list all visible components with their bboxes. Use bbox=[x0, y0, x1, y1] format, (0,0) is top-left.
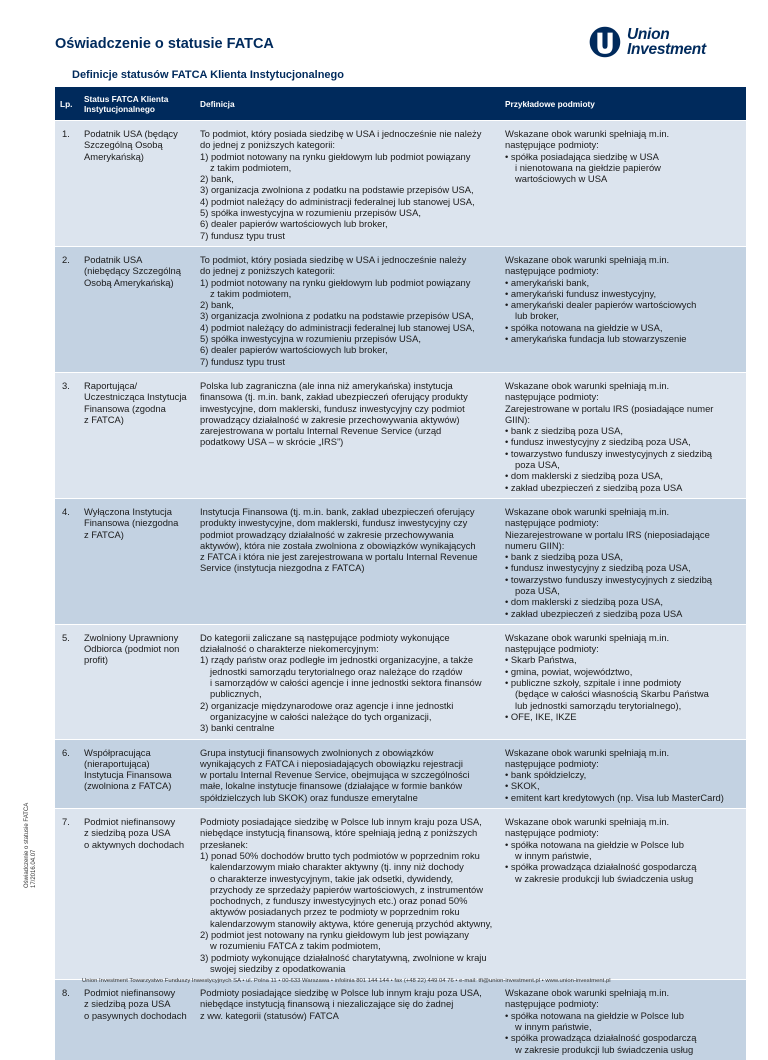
examples-line: Wskazane obok warunki spełniają m.in. bbox=[505, 505, 670, 517]
examples-line: • SKOK, bbox=[505, 780, 540, 792]
cell-definition bbox=[195, 121, 500, 247]
examples-line: wartościowych w USA bbox=[515, 173, 608, 185]
status-line: z FATCA) bbox=[84, 413, 124, 425]
examples-line: • spółka prowadząca działalność gospodarczą bbox=[505, 861, 697, 873]
examples-line: lub jednostki samorządu terytorialnego), bbox=[515, 699, 682, 711]
cell-examples bbox=[500, 624, 746, 739]
examples-line: i nienotowana na giełdzie papierów bbox=[515, 161, 661, 173]
cell-status bbox=[79, 739, 195, 808]
definition-line: spółdzielczych lub SKOK) oraz fundusze emerytalne bbox=[200, 791, 418, 803]
cell-examples bbox=[500, 739, 746, 808]
examples-line: • dom maklerski z siedzibą poza USA, bbox=[505, 470, 664, 482]
cell-definition bbox=[195, 809, 500, 980]
table-row bbox=[55, 739, 746, 808]
definition-line: To podmiot, który posiada siedzibę w USA i jednocześnie nie należy bbox=[200, 128, 482, 139]
definition-line: z FATCA i która nie jest zarejestrowana w portalu Internal Revenue bbox=[200, 551, 478, 563]
definition-line: 3) organizacja zwolniona z podatku na podstawie przepisów USA, bbox=[200, 310, 474, 322]
status-line: z siedzibą poza USA bbox=[84, 998, 171, 1010]
examples-line: • spółka notowana na giełdzie w Polsce lub bbox=[505, 1009, 684, 1021]
status-line: o aktywnych dochodach bbox=[84, 838, 185, 850]
definition-line: 5) spółka inwestycyjna w rozumieniu przepisów USA, bbox=[200, 333, 421, 345]
examples-line: • amerykański dealer papierów wartościowych bbox=[505, 299, 697, 311]
examples-line: Wskazane obok warunki spełniają m.in. bbox=[505, 631, 670, 643]
definition-line: Do kategorii zaliczane są następujące podmioty wykonujące bbox=[200, 631, 450, 643]
footer-contact: Union Investment Towarzystwo Funduszy Inwestycyjnych SA • ul. Polna 11 • 00-633 Warszawa • infolinia 801 144 144 • fax (+48 22) 449 04 76 • e-mail: tfi@union-investment.pl • www.union-investment.pl bbox=[82, 978, 611, 984]
row-number: 7. bbox=[55, 809, 79, 980]
examples-line: • dom maklerski z siedzibą poza USA, bbox=[505, 596, 664, 608]
definition-line: 1) podmiot notowany na rynku giełdowym lub podmiot powiązany bbox=[200, 276, 471, 288]
examples-line: Wskazane obok warunki spełniają m.in. bbox=[505, 253, 670, 265]
examples-line: • towarzystwo funduszy inwestycyjnych z siedzibą bbox=[505, 573, 713, 585]
examples-line: lub broker, bbox=[515, 310, 559, 322]
definition-line: podmiot prowadzący działalność w zakresie przechowywania bbox=[200, 528, 454, 540]
status-line: Odbiorca (podmiot non bbox=[84, 643, 180, 655]
definition-line: 3) podmioty wykonujące działalność charytatywną, zwolnione w kraju bbox=[200, 951, 487, 963]
examples-line: • publiczne szkoły, szpitale i inne podmioty bbox=[505, 677, 682, 689]
status-line: (nieraportująca) bbox=[84, 757, 150, 769]
status-line: Raportująca/ bbox=[84, 379, 138, 391]
logo-text bbox=[627, 27, 706, 57]
logo-line1: Union bbox=[627, 26, 670, 43]
cell-definition bbox=[195, 372, 500, 498]
cell-status bbox=[79, 809, 195, 980]
status-line: Podatnik USA (będący bbox=[84, 128, 178, 139]
examples-line: • bank z siedzibą poza USA, bbox=[505, 551, 623, 563]
cell-definition bbox=[195, 739, 500, 808]
cell-examples bbox=[500, 121, 746, 247]
definition-line: z ww. kategorii (statusów) FATCA bbox=[200, 1009, 339, 1021]
definition-line: Service (instytucja niezgodna z FATCA) bbox=[200, 562, 365, 574]
status-line: Podmiot niefinansowy bbox=[84, 816, 176, 828]
examples-line: następujące podmioty: bbox=[505, 998, 599, 1010]
definition-line: w portalu Internal Revenue Service, obejmująca w szczególności bbox=[200, 769, 470, 781]
side-line1: Oświadczenie o statusie FATCA bbox=[24, 802, 30, 888]
definition-line: kalendarzowym stanowiły aktywa, które generują przychód aktywny, bbox=[210, 917, 493, 929]
page-title: Oświadczenie o statusie FATCA bbox=[55, 36, 274, 52]
side-line2: 17/2016.04.07 bbox=[31, 849, 37, 888]
logo-line2: Investment bbox=[627, 41, 706, 58]
definition-line: i samorządów w całości agencje i inne jednostki sektora finansów bbox=[210, 677, 482, 689]
header-status: Status FATCA Klienta Instytucjonalnego bbox=[79, 87, 195, 121]
cell-examples bbox=[500, 246, 746, 372]
table-row bbox=[55, 809, 746, 980]
row-number: 4. bbox=[55, 498, 79, 624]
examples-line: • bank z siedzibą poza USA, bbox=[505, 425, 623, 437]
table-row bbox=[55, 498, 746, 624]
union-investment-logo-icon bbox=[588, 25, 622, 59]
definition-line: finansowa (tj. m.in. bank, zakład ubezpieczeń oferujący produkty bbox=[200, 391, 468, 403]
status-line: profit) bbox=[84, 654, 108, 666]
table-row bbox=[55, 624, 746, 739]
status-line: o pasywnych dochodach bbox=[84, 1009, 187, 1021]
definition-line: Polska lub zagraniczna (ale inna niż amerykańska) instytucja bbox=[200, 379, 453, 391]
row-number: 5. bbox=[55, 624, 79, 739]
definition-line: 2) bank, bbox=[200, 299, 234, 311]
examples-line: • emitent kart kredytowych (np. Visa lub MasterCard) bbox=[505, 791, 724, 803]
section-subtitle: Definicje statusów FATCA Klienta Instytucjonalnego bbox=[72, 69, 344, 81]
fatca-status-table bbox=[55, 87, 746, 1060]
definition-line: Instytucja Finansowa (tj. m.in. bank, zakład ubezpieczeń oferujący bbox=[200, 505, 475, 517]
table-row bbox=[55, 372, 746, 498]
examples-line: następujące podmioty: bbox=[505, 391, 599, 403]
definition-line: jednostki samorządu terytorialnego oraz należące do rządów bbox=[210, 665, 463, 677]
status-line: Szczególną Osobą bbox=[84, 139, 163, 151]
cell-definition bbox=[195, 624, 500, 739]
definition-line: Grupa instytucji finansowych zwolnionych z obowiązków bbox=[200, 746, 434, 758]
examples-line: • Skarb Państwa, bbox=[505, 654, 577, 666]
definition-line: niebędące instytucją finansową, które spełniają jedną z poniższych bbox=[200, 827, 478, 839]
definition-line: z takim podmiotem, bbox=[210, 287, 292, 299]
definition-line: 7) fundusz typu trust bbox=[200, 355, 285, 367]
definition-line: 2) bank, bbox=[200, 173, 234, 185]
cell-status bbox=[79, 498, 195, 624]
cell-status bbox=[79, 372, 195, 498]
status-line: Instytucja Finansowa bbox=[84, 769, 172, 781]
status-line: Podatnik USA bbox=[84, 253, 143, 265]
examples-line: • amerykańska fundacja lub stowarzyszenie bbox=[505, 333, 687, 345]
cell-status bbox=[79, 121, 195, 247]
cell-status bbox=[79, 624, 195, 739]
definition-line: produkty inwestycyjne, dom maklerski, fundusz inwestycyjny czy bbox=[200, 517, 468, 529]
cell-examples bbox=[500, 498, 746, 624]
examples-line: • towarzystwo funduszy inwestycyjnych z siedzibą bbox=[505, 447, 713, 459]
status-line: Zwolniony Uprawniony bbox=[84, 631, 179, 643]
examples-line: GIIN): bbox=[505, 413, 530, 425]
definition-line: prowadzący działalność w zakresie przechowywania aktywów) bbox=[200, 413, 460, 425]
definition-line: organizacyjne w całości należące do tych organizacji, bbox=[210, 710, 432, 722]
definition-line: Podmioty posiadające siedzibę w Polsce lub innym kraju poza USA, bbox=[200, 816, 482, 828]
row-number: 8. bbox=[55, 980, 79, 1060]
cell-definition bbox=[195, 980, 500, 1060]
examples-line: • spółka notowana na giełdzie w Polsce lub bbox=[505, 838, 684, 850]
cell-definition bbox=[195, 246, 500, 372]
status-line: z siedzibą poza USA bbox=[84, 827, 171, 839]
examples-line: w zakresie produkcji lub świadczenia usług bbox=[515, 872, 694, 884]
definition-line: Podmioty posiadające siedzibę w Polsce lub innym kraju poza USA, bbox=[200, 987, 482, 999]
examples-line: w innym państwie, bbox=[515, 1021, 592, 1033]
examples-line: • fundusz inwestycyjny z siedzibą poza USA, bbox=[505, 436, 691, 448]
definition-line: przesłanek: bbox=[200, 838, 248, 850]
examples-line: • zakład ubezpieczeń z siedzibą poza USA bbox=[505, 481, 683, 493]
examples-line: Wskazane obok warunki spełniają m.in. bbox=[505, 379, 670, 391]
header-definition: Definicja bbox=[195, 87, 500, 121]
definition-line: o charakterze inwestycyjnym, takie jak odsetki, dywidendy, bbox=[210, 872, 454, 884]
definition-line: wynikających z FATCA i nieposiadających obowiązku rejestracji bbox=[200, 757, 463, 769]
definition-line: 3) organizacja zwolniona z podatku na podstawie przepisów USA, bbox=[200, 184, 474, 196]
definition-line: pochodnych, z funduszy inwestycyjnych etc.) oraz ponad 50% bbox=[210, 895, 468, 907]
definition-line: 4) podmiot należący do administracji federalnej lub stanowej USA, bbox=[200, 195, 475, 207]
definition-line: podatkowy USA – w skrócie „IRS”) bbox=[200, 436, 344, 448]
examples-line: • OFE, IKE, IKZE bbox=[505, 710, 577, 722]
definition-line: przychody ze sprzedaży papierów wartościowych, z instrumentów bbox=[210, 883, 484, 895]
examples-line: Wskazane obok warunki spełniają m.in. bbox=[505, 816, 670, 828]
definition-line: 1) podmiot notowany na rynku giełdowym lub podmiot powiązany bbox=[200, 150, 471, 162]
examples-line: Wskazane obok warunki spełniają m.in. bbox=[505, 987, 670, 999]
status-line: Uczestnicząca Instytucja bbox=[84, 391, 187, 403]
examples-line: numeru GIIN): bbox=[505, 539, 565, 551]
status-line: z FATCA) bbox=[84, 528, 124, 540]
side-document-id bbox=[24, 802, 38, 888]
table-row bbox=[55, 121, 746, 247]
status-line: Współpracująca bbox=[84, 746, 151, 758]
definition-line: To podmiot, który posiada siedzibę w USA i jednocześnie należy bbox=[200, 253, 467, 265]
table-header-row bbox=[55, 87, 746, 121]
status-line: Wyłączona Instytucja bbox=[84, 505, 172, 517]
cell-examples bbox=[500, 980, 746, 1060]
examples-line: Zarejestrowane w portalu IRS (posiadające numer bbox=[505, 402, 714, 414]
examples-line: poza USA, bbox=[515, 459, 560, 471]
definition-line: 3) banki centralne bbox=[200, 722, 275, 734]
definition-line: zarejestrowana w portalu Internal Revenue Service (urząd bbox=[200, 425, 442, 437]
definition-line: do jednej z poniższych kategorii: bbox=[200, 139, 335, 151]
status-line: Amerykańską) bbox=[84, 150, 144, 162]
definition-line: 7) fundusz typu trust bbox=[200, 229, 285, 241]
definition-line: 6) dealer papierów wartościowych lub broker, bbox=[200, 218, 388, 230]
definition-line: niebędące instytucją finansową i niezaliczające się do żadnej bbox=[200, 998, 454, 1010]
examples-line: • spółka posiadająca siedzibę w USA bbox=[505, 150, 659, 162]
definition-line: kalendarzowym miało charakter aktywny (tj. inny niż dochody bbox=[210, 861, 464, 873]
row-number: 2. bbox=[55, 246, 79, 372]
cell-examples bbox=[500, 372, 746, 498]
status-line: (zwolniona z FATCA) bbox=[84, 780, 172, 792]
status-line: Finansowa (zgodna bbox=[84, 402, 166, 414]
definition-line: do jednej z poniższych kategorii: bbox=[200, 265, 335, 277]
examples-line: poza USA, bbox=[515, 584, 560, 596]
definition-line: inwestycyjne, dom maklerski, fundusz inwestycyjny czy podmiot bbox=[200, 402, 465, 414]
definition-line: publicznych, bbox=[210, 688, 262, 700]
definition-line: aktywów posiadanych przez te podmioty w poprzednim roku bbox=[210, 906, 460, 918]
definition-line: z takim podmiotem, bbox=[210, 161, 292, 173]
definition-line: 1) rządy państw oraz podległe im jednostki organizacyjne, a także bbox=[200, 654, 474, 666]
definition-line: aktywów), która nie została zwolniona z obowiązków wynikających bbox=[200, 539, 476, 551]
examples-line: • amerykański bank, bbox=[505, 276, 590, 288]
definition-line: 6) dealer papierów wartościowych lub broker, bbox=[200, 344, 388, 356]
examples-line: w zakresie produkcji lub świadczenia usług bbox=[515, 1043, 694, 1055]
status-line: Podmiot niefinansowy bbox=[84, 987, 176, 999]
examples-line: • fundusz inwestycyjny z siedzibą poza USA, bbox=[505, 562, 691, 574]
cell-status bbox=[79, 246, 195, 372]
definition-line: 1) ponad 50% dochodów brutto tych podmiotów w poprzednim roku bbox=[200, 849, 480, 861]
examples-line: (będące w całości własnością Skarbu Państwa bbox=[515, 688, 709, 700]
row-number: 6. bbox=[55, 739, 79, 808]
table-row bbox=[55, 246, 746, 372]
definition-line: działalność o charakterze niekomercyjnym: bbox=[200, 643, 379, 655]
header-examples: Przykładowe podmioty bbox=[500, 87, 746, 121]
definition-line: 2) organizacje międzynarodowe oraz agencje i inne jednostki bbox=[200, 699, 454, 711]
table-row bbox=[55, 980, 746, 1060]
examples-line: następujące podmioty: bbox=[505, 265, 599, 277]
header-lp: Lp. bbox=[55, 87, 79, 121]
definition-line: 5) spółka inwestycyjna w rozumieniu przepisów USA, bbox=[200, 207, 421, 219]
cell-status bbox=[79, 980, 195, 1060]
examples-line: • spółka notowana na giełdzie w USA, bbox=[505, 321, 663, 333]
row-number: 1. bbox=[55, 121, 79, 247]
examples-line: Wskazane obok warunki spełniają m.in. bbox=[505, 746, 670, 758]
examples-line: • spółka prowadząca działalność gospodarczą bbox=[505, 1032, 697, 1044]
row-number: 3. bbox=[55, 372, 79, 498]
cell-definition bbox=[195, 498, 500, 624]
definition-line: w rozumieniu FATCA z takim podmiotem, bbox=[210, 940, 381, 952]
cell-examples bbox=[500, 809, 746, 980]
status-line: (niebędący Szczególną bbox=[84, 265, 181, 277]
examples-line: następujące podmioty: bbox=[505, 643, 599, 655]
examples-line: • zakład ubezpieczeń z siedzibą poza USA bbox=[505, 607, 683, 619]
status-line: Osobą Amerykańską) bbox=[84, 276, 174, 288]
definition-line: 4) podmiot należący do administracji federalnej lub stanowej USA, bbox=[200, 321, 475, 333]
examples-line: • bank spółdzielczy, bbox=[505, 769, 587, 781]
definition-line: swojej siedziby z opodatkowania bbox=[210, 962, 346, 974]
examples-line: • gmina, powiat, województwo, bbox=[505, 665, 633, 677]
examples-line: następujące podmioty: bbox=[505, 827, 599, 839]
table-body bbox=[55, 121, 746, 1060]
status-line: Finansowa (niezgodna bbox=[84, 517, 179, 529]
examples-line: następujące podmioty: bbox=[505, 517, 599, 529]
examples-line: • amerykański fundusz inwestycyjny, bbox=[505, 287, 657, 299]
examples-line: następujące podmioty: bbox=[505, 757, 599, 769]
examples-line: w innym państwie, bbox=[515, 849, 592, 861]
union-investment-logo bbox=[588, 22, 728, 62]
examples-line: Niezarejestrowane w portalu IRS (nieposiadające bbox=[505, 528, 710, 540]
examples-line: Wskazane obok warunki spełniają m.in. bbox=[505, 128, 670, 139]
definition-line: 2) podmiot jest notowany na rynku giełdowym lub jest powiązany bbox=[200, 929, 469, 940]
definition-line: małe, lokalne instytucje finansowe (działające w formie banków bbox=[200, 780, 463, 792]
examples-line: następujące podmioty: bbox=[505, 139, 599, 151]
